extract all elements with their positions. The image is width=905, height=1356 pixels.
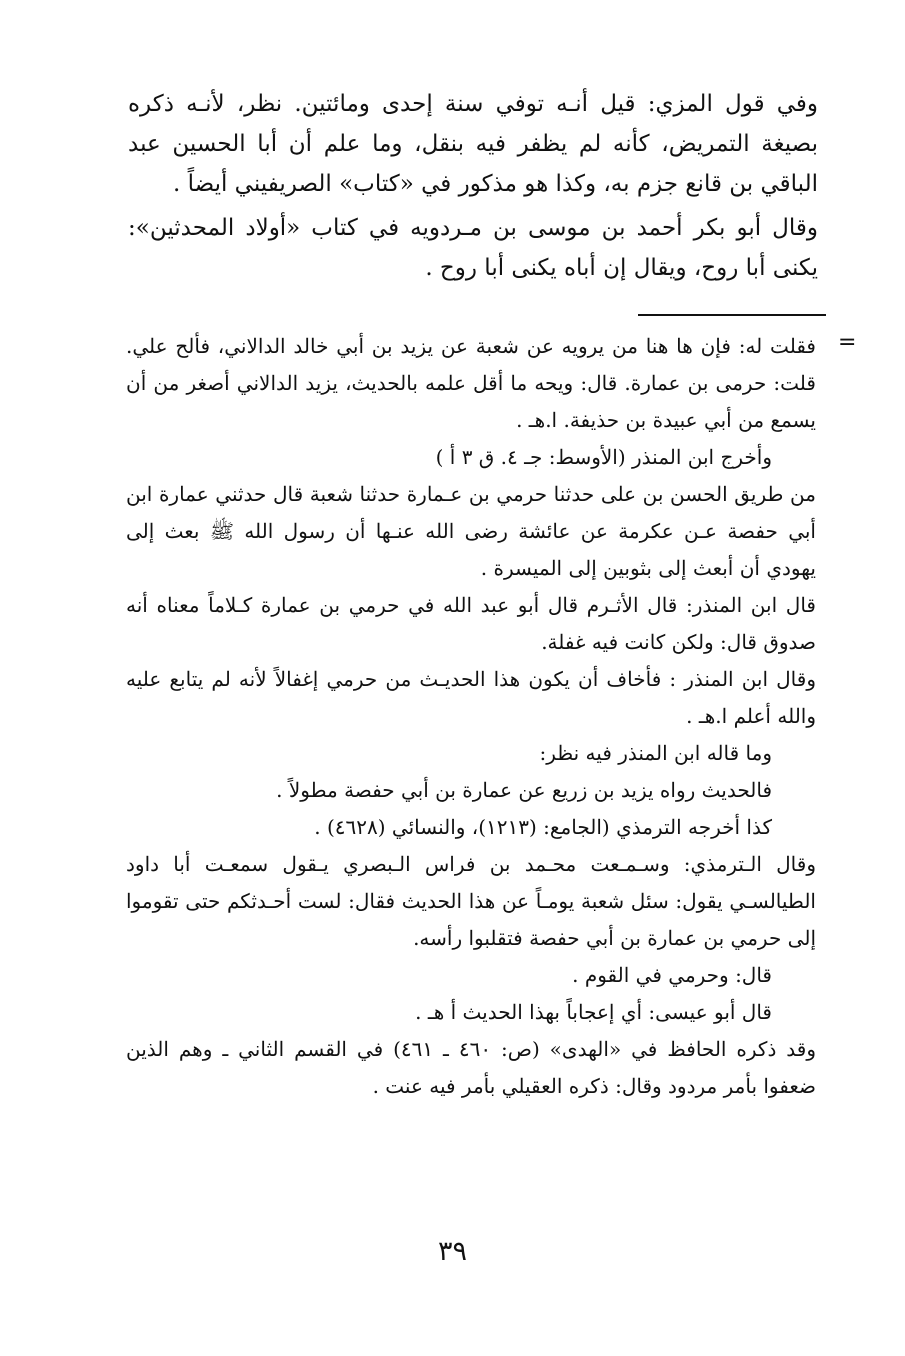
- footnote-paragraph: كذا أخرجه الترمذي (الجامع: (١٢١٣)، والنسائي (٤٦٢٨) .: [314, 815, 772, 839]
- footnote-paragraph: فالحديث رواه يزيد بن زريع عن عمارة بن أبي حفصة مطولاً .: [276, 778, 772, 802]
- footnote-paragraph: قال أبو عيسى: أي إعجاباً بهذا الحديث أ هـ .: [415, 1000, 772, 1024]
- footnote-paragraph: وقد ذكره الحافظ في «الهدى» (ص: ٤٦٠ ـ ٤٦١) في القسم الثاني ـ وهم الذين ضعفوا بأمر مردود وقال: ذكره العقيلي بأمر فيه عنت .: [126, 1037, 816, 1098]
- main-text-block: [128, 84, 818, 288]
- footnote-paragraph: وقال الـترمذي: وسـمـعت محـمد بن فراس الـبصري يـقول سمعـت أبا داود الطيالسـي يقول: سئل شعبة يومـاً عن هذا الحديث فقال: لست أحـدثكم حتى تقوموا إلى حرمي بن عمارة بن أبي حفصة فتقلبوا رأسه.: [126, 852, 816, 950]
- footnote-paragraph: وما قاله ابن المنذر فيه نظر:: [539, 741, 772, 765]
- footnote-separator: [638, 314, 826, 316]
- main-paragraph-2: وقال أبو بكر أحمد بن موسى بن مـردويه في كتاب «أولاد المحدثين»: يكنى أبا روح، ويقال إن أباه يكنى أبا روح .: [128, 215, 818, 281]
- footnote-paragraph: قال ابن المنذر: قال الأثـرم قال أبو عبد الله في حرمي بن عمارة كـلاماً معناه أنه صدوق قال: ولكن كانت فيه غفلة.: [126, 593, 816, 654]
- footnote-paragraph: من طريق الحسن بن على حدثنا حرمي بن عـمارة حدثنا شعبة قال حدثني عمارة ابن أبي حفصة عـن عكرمة عن عائشة رضى الله عنـها أن رسول الله ﷺ بعث إلى يهودي أن أبعث إلى بثوبين إلى الميسرة .: [126, 482, 816, 580]
- footnote-paragraph: وأخرج ابن المنذر (الأوسط: جـ ٤. ق ٣ أ ): [435, 445, 772, 469]
- continuation-mark: =: [838, 330, 857, 355]
- page-number: ٣٩: [437, 1236, 467, 1267]
- footnote-paragraph: وقال ابن المنذر : فأخاف أن يكون هذا الحديـث من حرمي إغفالاً لأنه لم يتابع عليه والله أعلم ا.هـ .: [126, 667, 816, 728]
- footnotes-block: [126, 328, 816, 1105]
- main-paragraph-1: وفي قول المزي: قيل أنـه توفي سنة إحدى ومائتين. نظر، لأنـه ذكره بصيغة التمريض، كأنه لم يظفر فيه بنقل، وما علم أن أبا الحسين عبد الباقي بن قانع جزم به، وكذا هو مذكور في «كتاب» الصريفيني أيضاً .: [128, 91, 818, 197]
- footnote-paragraph: فقلت له: فإن ها هنا من يرويه عن شعبة عن يزيد بن أبي خالد الدالاني، فألح علي. قلت: حرمى بن عمارة. قال: ويحه ما أقل علمه بالحديث، يزيد الدالاني أصغر من أن يسمع من أبي عبيدة بن حذيفة. ا.هـ .: [126, 334, 816, 432]
- footnote-paragraph: قال: وحرمي في القوم .: [572, 963, 772, 987]
